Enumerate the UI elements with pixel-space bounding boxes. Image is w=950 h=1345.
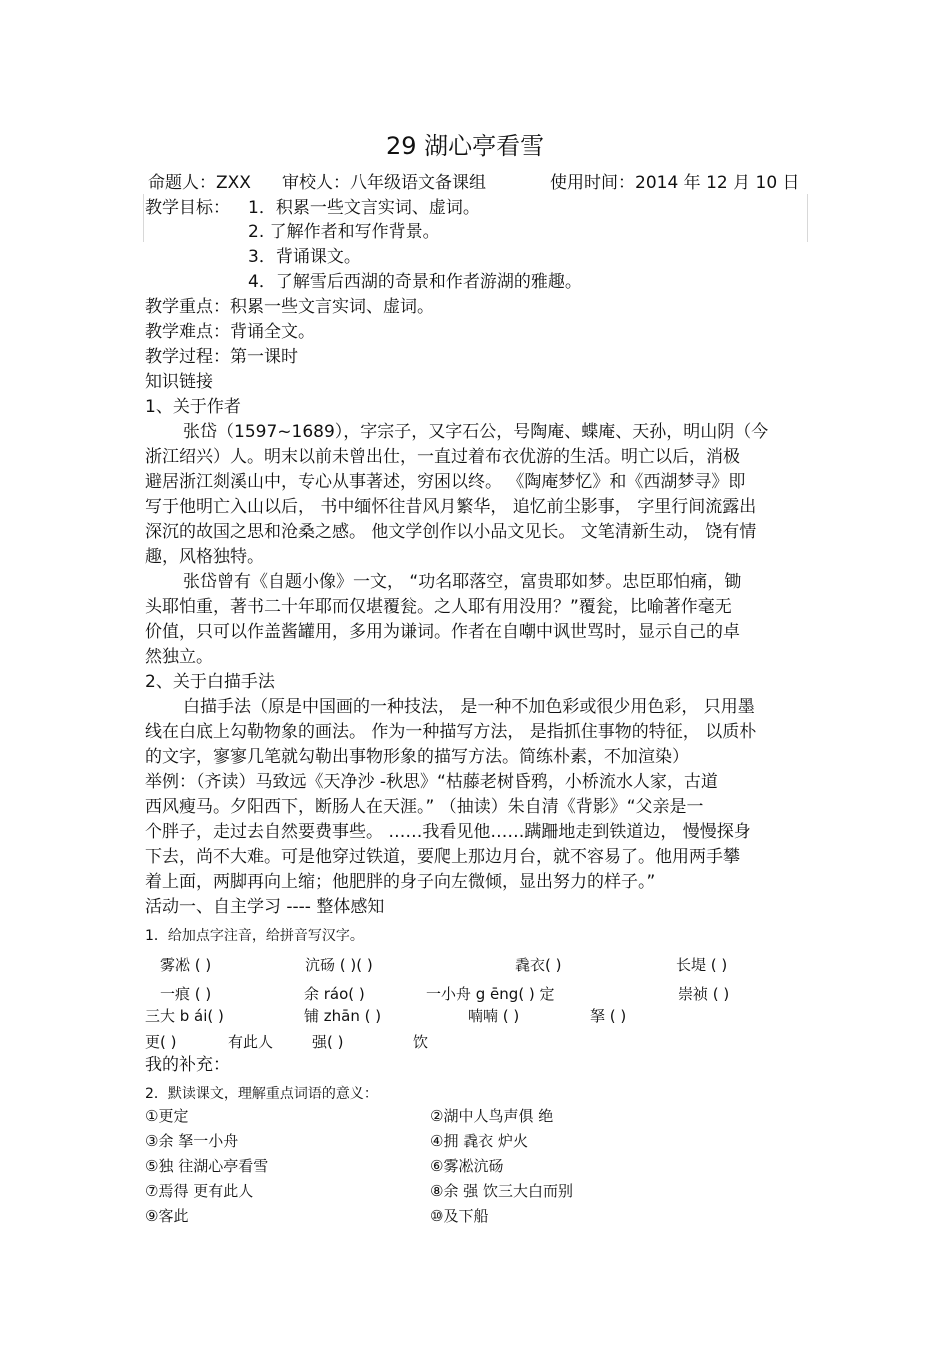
para3-line: 的文字，寥寥几笔就勾勒出事物形象的描写方法。简练朴素，不加渲染） — [145, 747, 689, 767]
vocab-item: ②湖中人鸟声俱 绝 — [430, 1107, 554, 1125]
section-link: 知识链接 — [145, 372, 213, 392]
para1-line: 浙江绍兴）人。明末以前未曾出仕，一直过着布衣优游的生活。明亡以后，消极 — [145, 447, 740, 467]
meta-author: 命题人：ZXX — [148, 173, 251, 193]
frame-line-left — [143, 194, 144, 242]
meta-date: 使用时间：2014 年 12 月 10 日 — [550, 173, 800, 193]
vocab-item: ④拥 毳衣 炉火 — [430, 1132, 528, 1150]
frame-line-right — [807, 194, 808, 242]
sec2-title: 2、关于白描手法 — [145, 672, 275, 692]
pinyin-item: 长堤 ( ) — [676, 956, 728, 974]
para1-line: 张岱（1597~1689），字宗子，又字石公，号陶庵、蝶庵、天孙，明山阴（今 — [183, 422, 769, 442]
pinyin-item: 一痕 ( ) — [160, 985, 212, 1003]
pinyin-item: 沆砀 ( )( ) — [305, 956, 373, 974]
supplement-label: 我的补充： — [145, 1055, 230, 1075]
para3-line: 白描手法（原是中国画的一种技法， 是一种不加色彩或很少用色彩， 只用墨 — [183, 697, 755, 717]
pinyin-item: 更( ) — [145, 1033, 177, 1051]
process: 教学过程：第一课时 — [145, 347, 298, 367]
activity-title: 活动一、自主学习 ---- 整体感知 — [145, 897, 385, 917]
goal-item: 1．积累一些文言实词、虚词。 — [248, 198, 480, 218]
para4-line: 西风瘦马。夕阳西下，断肠人在天涯。” （抽读）朱自清《背影》“父亲是一 — [145, 797, 704, 817]
para1-line: 深沉的故国之思和沧桑之感。 他文学创作以小品文见长。 文笔清新生动， 饶有情 — [145, 522, 757, 542]
vocab-item: ③余 拏一小舟 — [145, 1132, 239, 1150]
goal-item: 2. 了解作者和写作背景。 — [248, 222, 440, 242]
question-1: 1．给加点字注音，给拼音写汉字。 — [145, 928, 364, 944]
pinyin-item: 喃喃 ( ) — [468, 1007, 520, 1025]
question-2: 2．默读课文，理解重点词语的意义： — [145, 1086, 378, 1102]
pinyin-item: 一小舟 g ēng( ) 定 — [426, 985, 555, 1003]
pinyin-item: 雾凇 ( ) — [160, 956, 212, 974]
para4-line: 个胖子，走过去自然要费事些。 ……我看见他……蹒跚地走到铁道边， 慢慢探身 — [145, 822, 751, 842]
pinyin-item: 余 ráo( ) — [304, 985, 365, 1003]
pinyin-item: 毳衣( ) — [515, 956, 562, 974]
pinyin-item: 有此人 — [228, 1033, 274, 1051]
para1-line: 写于他明亡入山以后， 书中缅怀往昔风月繁华， 追忆前尘影事， 字里行间流露出 — [145, 497, 757, 517]
vocab-item: ⑥雾凇沆砀 — [430, 1157, 504, 1175]
para3-line: 线在白底上勾勒物象的画法。 作为一种描写方法， 是指抓住事物的特征， 以质朴 — [145, 722, 757, 742]
goal-item: 3．背诵课文。 — [248, 247, 361, 267]
para1-line: 避居浙江剡溪山中，专心从事著述，穷困以终。 《陶庵梦忆》和《西湖梦寻》即 — [145, 472, 746, 492]
vocab-item: ⑨客此 — [145, 1207, 189, 1225]
vocab-item: ①更定 — [145, 1107, 189, 1125]
pinyin-item: 铺 zhān ( ) — [304, 1007, 382, 1025]
para4-line: 着上面，两脚再向上缩；他肥胖的身子向左微倾，显出努力的样子。” — [145, 872, 656, 892]
para2-line: 然独立。 — [145, 647, 213, 667]
sec1-title: 1、关于作者 — [145, 397, 241, 417]
pinyin-item: 拏 ( ) — [590, 1007, 627, 1025]
para4-line: 举例：（齐读）马致远《天净沙 -秋思》“枯藤老树昏鸦，小桥流水人家，古道 — [145, 772, 718, 792]
para2-line: 价值，只可以作盖酱罐用，多用为谦词。作者在自嘲中讽世骂时，显示自己的卓 — [145, 622, 740, 642]
difficulty: 教学难点：背诵全文。 — [145, 322, 315, 342]
para4-line: 下去，尚不大难。可是他穿过铁道，要爬上那边月台，就不容易了。他用两手攀 — [145, 847, 740, 867]
pinyin-item: 强( ) — [312, 1033, 344, 1051]
page-title: 29 湖心亭看雪 — [386, 132, 545, 160]
key-point: 教学重点：积累一些文言实词、虚词。 — [145, 297, 434, 317]
para2-line: 头耶怕重，著书二十年耶而仅堪覆瓮。之人耶有用没用？”覆瓮，比喻著作毫无 — [145, 597, 732, 617]
para2-line: 张岱曾有《自题小像》一文， “功名耶落空，富贵耶如梦。忠臣耶怕痛，锄 — [183, 572, 742, 592]
meta-reviewer: 审校人：八年级语文备课组 — [282, 173, 486, 193]
vocab-item: ⑩及下船 — [430, 1207, 489, 1225]
pinyin-item: 饮 — [413, 1033, 429, 1051]
para1-line: 趣，风格独特。 — [145, 547, 264, 567]
pinyin-item: 崇祯 ( ) — [678, 985, 730, 1003]
vocab-item: ⑤独 往湖心亭看雪 — [145, 1157, 269, 1175]
vocab-item: ⑧余 强 饮三大白而别 — [430, 1182, 573, 1200]
pinyin-item: 三大 b ái( ) — [145, 1007, 224, 1025]
vocab-item: ⑦焉得 更有此人 — [145, 1182, 254, 1200]
goal-item: 4．了解雪后西湖的奇景和作者游湖的雅趣。 — [248, 272, 582, 292]
goals-label: 教学目标： — [145, 198, 230, 218]
